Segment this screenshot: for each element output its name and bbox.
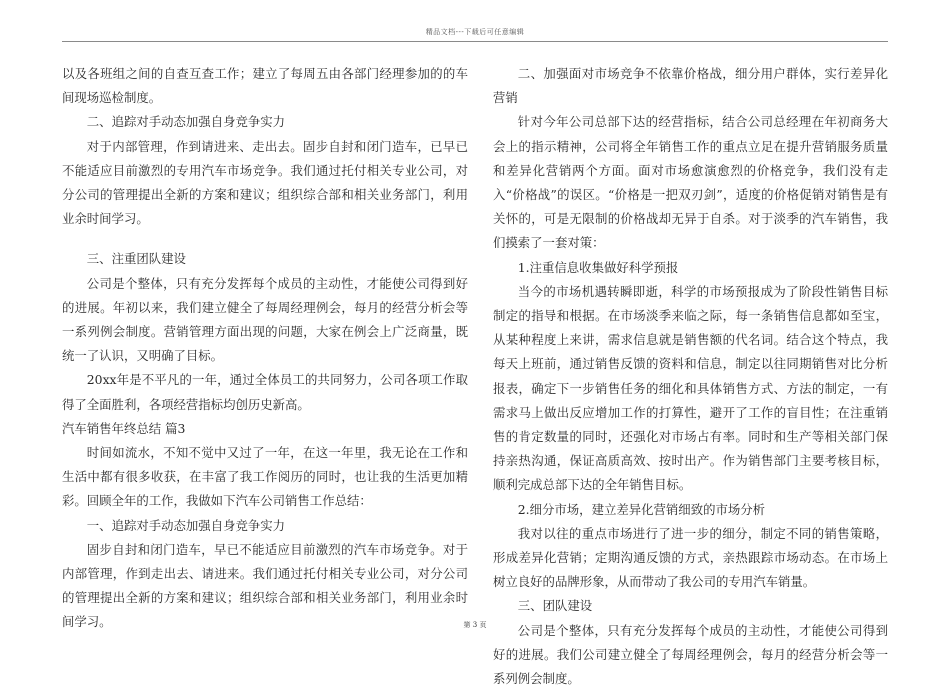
section-heading: 一、追踪对手动态加强自身竞争实力 (86, 517, 286, 533)
header-divider (62, 41, 888, 42)
paragraph: 当今的市场机遇转瞬即逝，科学的市场预报成为了阶段性销售目标制定的指导和根据。在市场淡季来临之际，每一条销售信息都如至宝，从某种程度上来讲，需求信息就是销售额的代名词。结合这个特点，我每天上班前，通过销售反馈的资料和信息，制定以往同期销售对比分析报表，确定下一步销售任务的细化和具体销售方式、方法的制定，一有需求马上做出反应增加工作的打算性，避开了工作的盲目性；在注重销售的肯定数量的同时，还强化对市场占有率。同时和生产等相关部门保持亲热沟通，保证高质高效、按时出产。作为销售部门主要考核目标，顺利完成总部下达的全年销售目标。 (493, 283, 888, 493)
section-heading: 二、加强面对市场竞争不依靠价格战，细分用户群体，实行差异化营销 (493, 66, 888, 106)
section-heading: 三、团队建设 (517, 598, 593, 614)
article-title: 汽车销售年终总结 篇3 (62, 420, 186, 436)
paragraph: 以及各班组之间的自查互查工作；建立了每周五由各部门经理参加的的车间现场巡检制度。 (62, 66, 468, 106)
paragraph: 我对以往的重点市场进行了进一步的细分，制定不同的销售策略，形成差异化营销；定期沟通反馈的方式，亲热跟踪市场动态。在市场上树立良好的品牌形象，从而带动了我公司的专用汽车销量。 (493, 525, 888, 590)
paragraph: 时间如流水，不知不觉中又过了一年，在这一年里，我无论在工作和生活中都有很多收获，在丰富了我工作阅历的同时，也让我的生活更加精彩。回顾全年的工作，我做如下汽车公司销售工作总结： (62, 445, 468, 509)
paragraph: 针对今年公司总部下达的经营指标，结合公司总经理在年初商务大会上的指示精神，公司将全年销售工作的重点立足在提升营销服务质量和差异化营销两个方面。面对市场愈演愈烈的价格竞争，我们没有走入“价格战”的误区。“价格是一把双刃剑”，适度的价格促销对销售是有关怀的，可是无限制的价格战却无异于自杀。对于淡季的汽车销售，我们摸索了一套对策： (493, 114, 888, 251)
paragraph: 公司是个整体，只有充分发挥每个成员的主动性，才能使公司得到好的进展。年初以来，我们建立健全了每周经理例会，每月的经营分析会等一系列例会制度。营销管理方面出现的问题，大家在例会上广泛商量，既统一了认识，又明确了目标。 (62, 275, 468, 364)
section-heading: 三、注重团队建设 (86, 251, 186, 267)
subsection-heading: 2.细分市场，建立差异化营销细致的市场分析 (517, 501, 766, 517)
paragraph: 对于内部管理，作到请进来、走出去。固步自封和闭门造车，已早已不能适应目前激烈的专用汽车市场竞争。我们通过托付相关专业公司，对分公司的管理提出全新的方案和建议；组织综合部和相关业务部门，利用业余时间学习。 (62, 138, 468, 227)
page-header: 精品文档---下载后可任意编辑 (425, 28, 525, 36)
section-heading: 二、追踪对手动态加强自身竞争实力 (86, 114, 286, 130)
paragraph: 公司是个整体，只有充分发挥每个成员的主动性，才能使公司得到好的进展。我们公司建立健全了每周经理例会，每月的经营分析会等一系列例会制度。 (493, 622, 888, 687)
left-column (62, 62, 468, 635)
page-number: 第 3 页 (463, 621, 487, 629)
paragraph: 20xx年是不平凡的一年，通过全体员工的共同努力，公司各项工作取得了全面胜利，各项经营指标均创历史新高。 (62, 372, 468, 412)
right-column (493, 62, 888, 691)
subsection-heading: 1.注重信息收集做好科学预报 (517, 259, 679, 275)
paragraph: 固步自封和闭门造车，早已不能适应目前激烈的汽车市场竞争。对于内部管理，作到走出去、请进来。我们通过托付相关专业公司，对分公司的管理提出全新的方案和建议；组织综合部和相关业务部门，利用业余时间学习。 (62, 541, 468, 630)
